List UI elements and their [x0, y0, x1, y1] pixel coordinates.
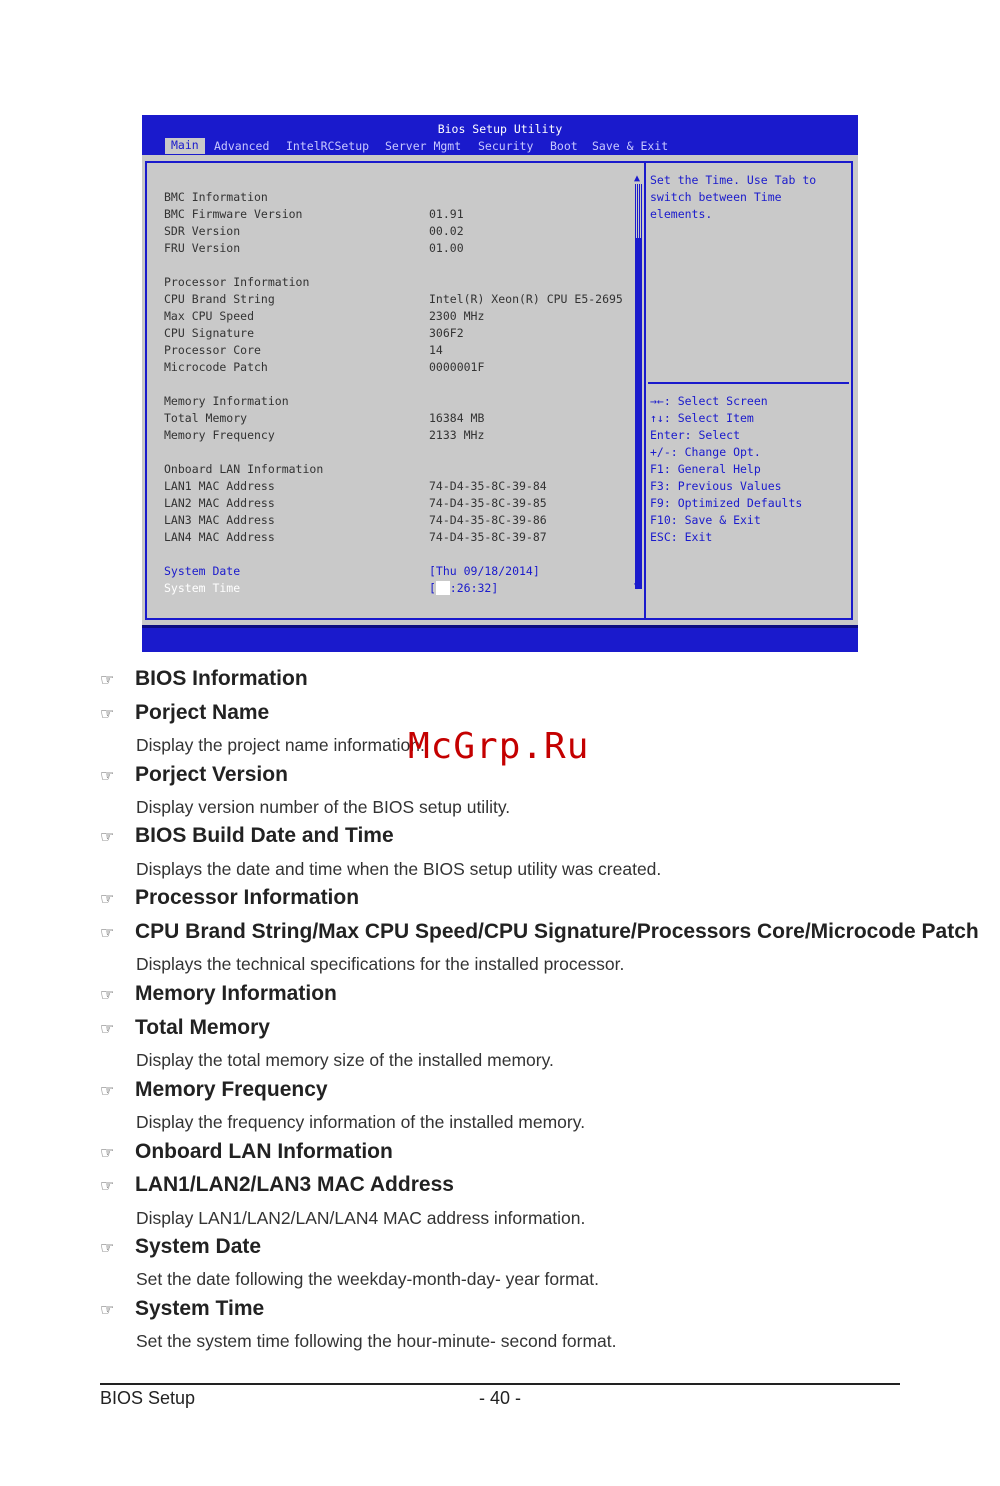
scrollbar-thumb[interactable] [635, 184, 642, 238]
section-heading: Total Memory [135, 1016, 270, 1039]
microcode-patch-label: Microcode Patch [164, 360, 268, 374]
pointing-hand-icon: ☞ [100, 827, 115, 846]
key-save-exit: F10: Save & Exit [650, 513, 761, 527]
tab-intelrcsetup[interactable]: IntelRCSetup [286, 139, 370, 153]
section-heading: BIOS Build Date and Time [135, 824, 394, 847]
pointing-hand-icon: ☞ [100, 766, 115, 785]
section-heading: LAN1/LAN2/LAN3 MAC Address [135, 1173, 454, 1196]
key-previous-values: F3: Previous Values [650, 479, 782, 493]
pointing-hand-icon: ☞ [100, 670, 115, 689]
section-heading: System Date [135, 1235, 262, 1258]
section-description: Displays the technical specifications for the installed processor. [136, 954, 625, 974]
bios-main-frame [145, 161, 853, 620]
processor-info-heading: Processor Information [164, 275, 310, 289]
tab-server-mgmt[interactable]: Server Mgmt [385, 139, 462, 153]
processor-core-value: 14 [429, 343, 443, 357]
section-heading: System Time [135, 1297, 265, 1320]
lan3-mac-label: LAN3 MAC Address [164, 513, 275, 527]
pointing-hand-icon: ☞ [100, 1238, 115, 1257]
lan3-mac-value: 74-D4-35-8C-39-86 [429, 513, 547, 527]
page-number: - 40 - [479, 1388, 522, 1408]
section-heading: Porject Name [135, 701, 270, 724]
section-description: Display the frequency information of the installed memory. [136, 1112, 586, 1132]
lan1-mac-label: LAN1 MAC Address [164, 479, 275, 493]
lan1-mac-value: 74-D4-35-8C-39-84 [429, 479, 547, 493]
section-description: Displays the date and time when the BIOS setup utility was created. [136, 859, 662, 879]
tab-advanced[interactable]: Advanced [214, 139, 270, 153]
processor-core-label: Processor Core [164, 343, 261, 357]
system-date-label[interactable]: System Date [164, 564, 241, 578]
microcode-patch-value: 0000001F [429, 360, 485, 374]
pointing-hand-icon: ☞ [100, 923, 115, 942]
pointing-hand-icon: ☞ [100, 704, 115, 723]
system-time-rest: :26:32] [449, 581, 499, 595]
cpu-brand-label: CPU Brand String [164, 292, 275, 306]
help-divider [648, 382, 849, 384]
total-memory-label: Total Memory [164, 411, 248, 425]
bmc-firmware-label: BMC Firmware Version [164, 207, 303, 221]
sdr-version-value: 00.02 [429, 224, 464, 238]
section-heading: BIOS Information [135, 667, 308, 690]
pointing-hand-icon: ☞ [100, 1019, 115, 1038]
bios-title: Bios Setup Utility [437, 122, 563, 136]
key-general-help: F1: General Help [650, 462, 761, 476]
help-text-line-1: Set the Time. Use Tab to [650, 173, 817, 187]
pointing-hand-icon: ☞ [100, 1300, 115, 1319]
system-time-label[interactable]: System Time [164, 581, 241, 595]
lan2-mac-value: 74-D4-35-8C-39-85 [429, 496, 547, 510]
tab-save-exit[interactable]: Save & Exit [592, 139, 669, 153]
pointing-hand-icon: ☞ [100, 1081, 115, 1100]
footer-rule [100, 1383, 900, 1385]
section-description: Display the project name information. [136, 735, 425, 755]
key-select-item: ↑↓: Select Item [650, 411, 754, 425]
lan2-mac-label: LAN2 MAC Address [164, 496, 275, 510]
system-time-value[interactable] [429, 581, 498, 595]
pointing-hand-icon: ☞ [100, 1143, 115, 1162]
cpu-signature-label: CPU Signature [164, 326, 255, 340]
lan-info-heading: Onboard LAN Information [164, 462, 324, 476]
memory-frequency-label: Memory Frequency [164, 428, 275, 442]
bios-panel-divider [644, 161, 646, 620]
pointing-hand-icon: ☞ [100, 1176, 115, 1195]
pointing-hand-icon: ☞ [100, 985, 115, 1004]
cpu-brand-value: Intel(R) Xeon(R) CPU E5-2695 [429, 292, 623, 306]
memory-frequency-value: 2133 MHz [429, 428, 485, 442]
key-select-screen: →←: Select Screen [650, 394, 768, 408]
sdr-version-label: SDR Version [164, 224, 241, 238]
section-description: Display version number of the BIOS setup utility. [136, 797, 511, 817]
cpu-signature-value: 306F2 [429, 326, 464, 340]
section-heading: Memory Information [135, 982, 337, 1005]
fru-version-label: FRU Version [164, 241, 241, 255]
key-optimized-defaults: F9: Optimized Defaults [650, 496, 803, 510]
help-text-line-3: elements. [650, 207, 713, 221]
bios-bottom-bar [142, 625, 858, 652]
tab-main[interactable]: Main [165, 138, 205, 154]
bios-title-bar [142, 115, 858, 155]
section-heading: CPU Brand String/Max CPU Speed/CPU Signature/Processors Core/Microcode Patch [135, 920, 979, 943]
system-time-open-bracket: [ [429, 581, 436, 595]
scroll-up-arrow-icon[interactable]: ▲ [634, 173, 641, 184]
system-date-value[interactable]: [Thu 09/18/2014] [429, 564, 540, 578]
footer-title: BIOS Setup [100, 1388, 196, 1408]
section-heading: Memory Frequency [135, 1078, 328, 1101]
bmc-info-heading: BMC Information [164, 190, 268, 204]
section-description: Display LAN1/LAN2/LAN/LAN4 MAC address information. [136, 1208, 586, 1228]
tab-boot[interactable]: Boot [550, 139, 578, 153]
key-change-opt: +/-: Change Opt. [650, 445, 761, 459]
lan4-mac-label: LAN4 MAC Address [164, 530, 275, 544]
section-heading: Onboard LAN Information [135, 1140, 393, 1163]
fru-version-value: 01.00 [429, 241, 464, 255]
help-text-line-2: switch between Time [650, 190, 782, 204]
scrollbar[interactable] [635, 184, 642, 589]
max-cpu-speed-value: 2300 MHz [429, 309, 485, 323]
memory-info-heading: Memory Information [164, 394, 289, 408]
section-heading: Processor Information [135, 886, 360, 909]
section-heading: Porject Version [135, 763, 288, 786]
max-cpu-speed-label: Max CPU Speed [164, 309, 255, 323]
section-description: Set the system time following the hour-minute- second format. [136, 1331, 617, 1351]
section-description: Set the date following the weekday-month-day- year format. [136, 1269, 600, 1289]
scroll-down-arrow-icon[interactable]: ▼ [634, 581, 641, 592]
bmc-firmware-value: 01.91 [429, 207, 464, 221]
key-esc-exit: ESC: Exit [650, 530, 713, 544]
system-time-hour-cursor[interactable]: 10 [435, 581, 450, 595]
total-memory-value: 16384 MB [429, 411, 485, 425]
tab-security[interactable]: Security [478, 139, 534, 153]
section-description: Display the total memory size of the installed memory. [136, 1050, 554, 1070]
pointing-hand-icon: ☞ [100, 889, 115, 908]
lan4-mac-value: 74-D4-35-8C-39-87 [429, 530, 547, 544]
bios-screenshot [142, 115, 858, 652]
key-enter-select: Enter: Select [650, 428, 741, 442]
watermark: McGrp.Ru [408, 726, 590, 767]
